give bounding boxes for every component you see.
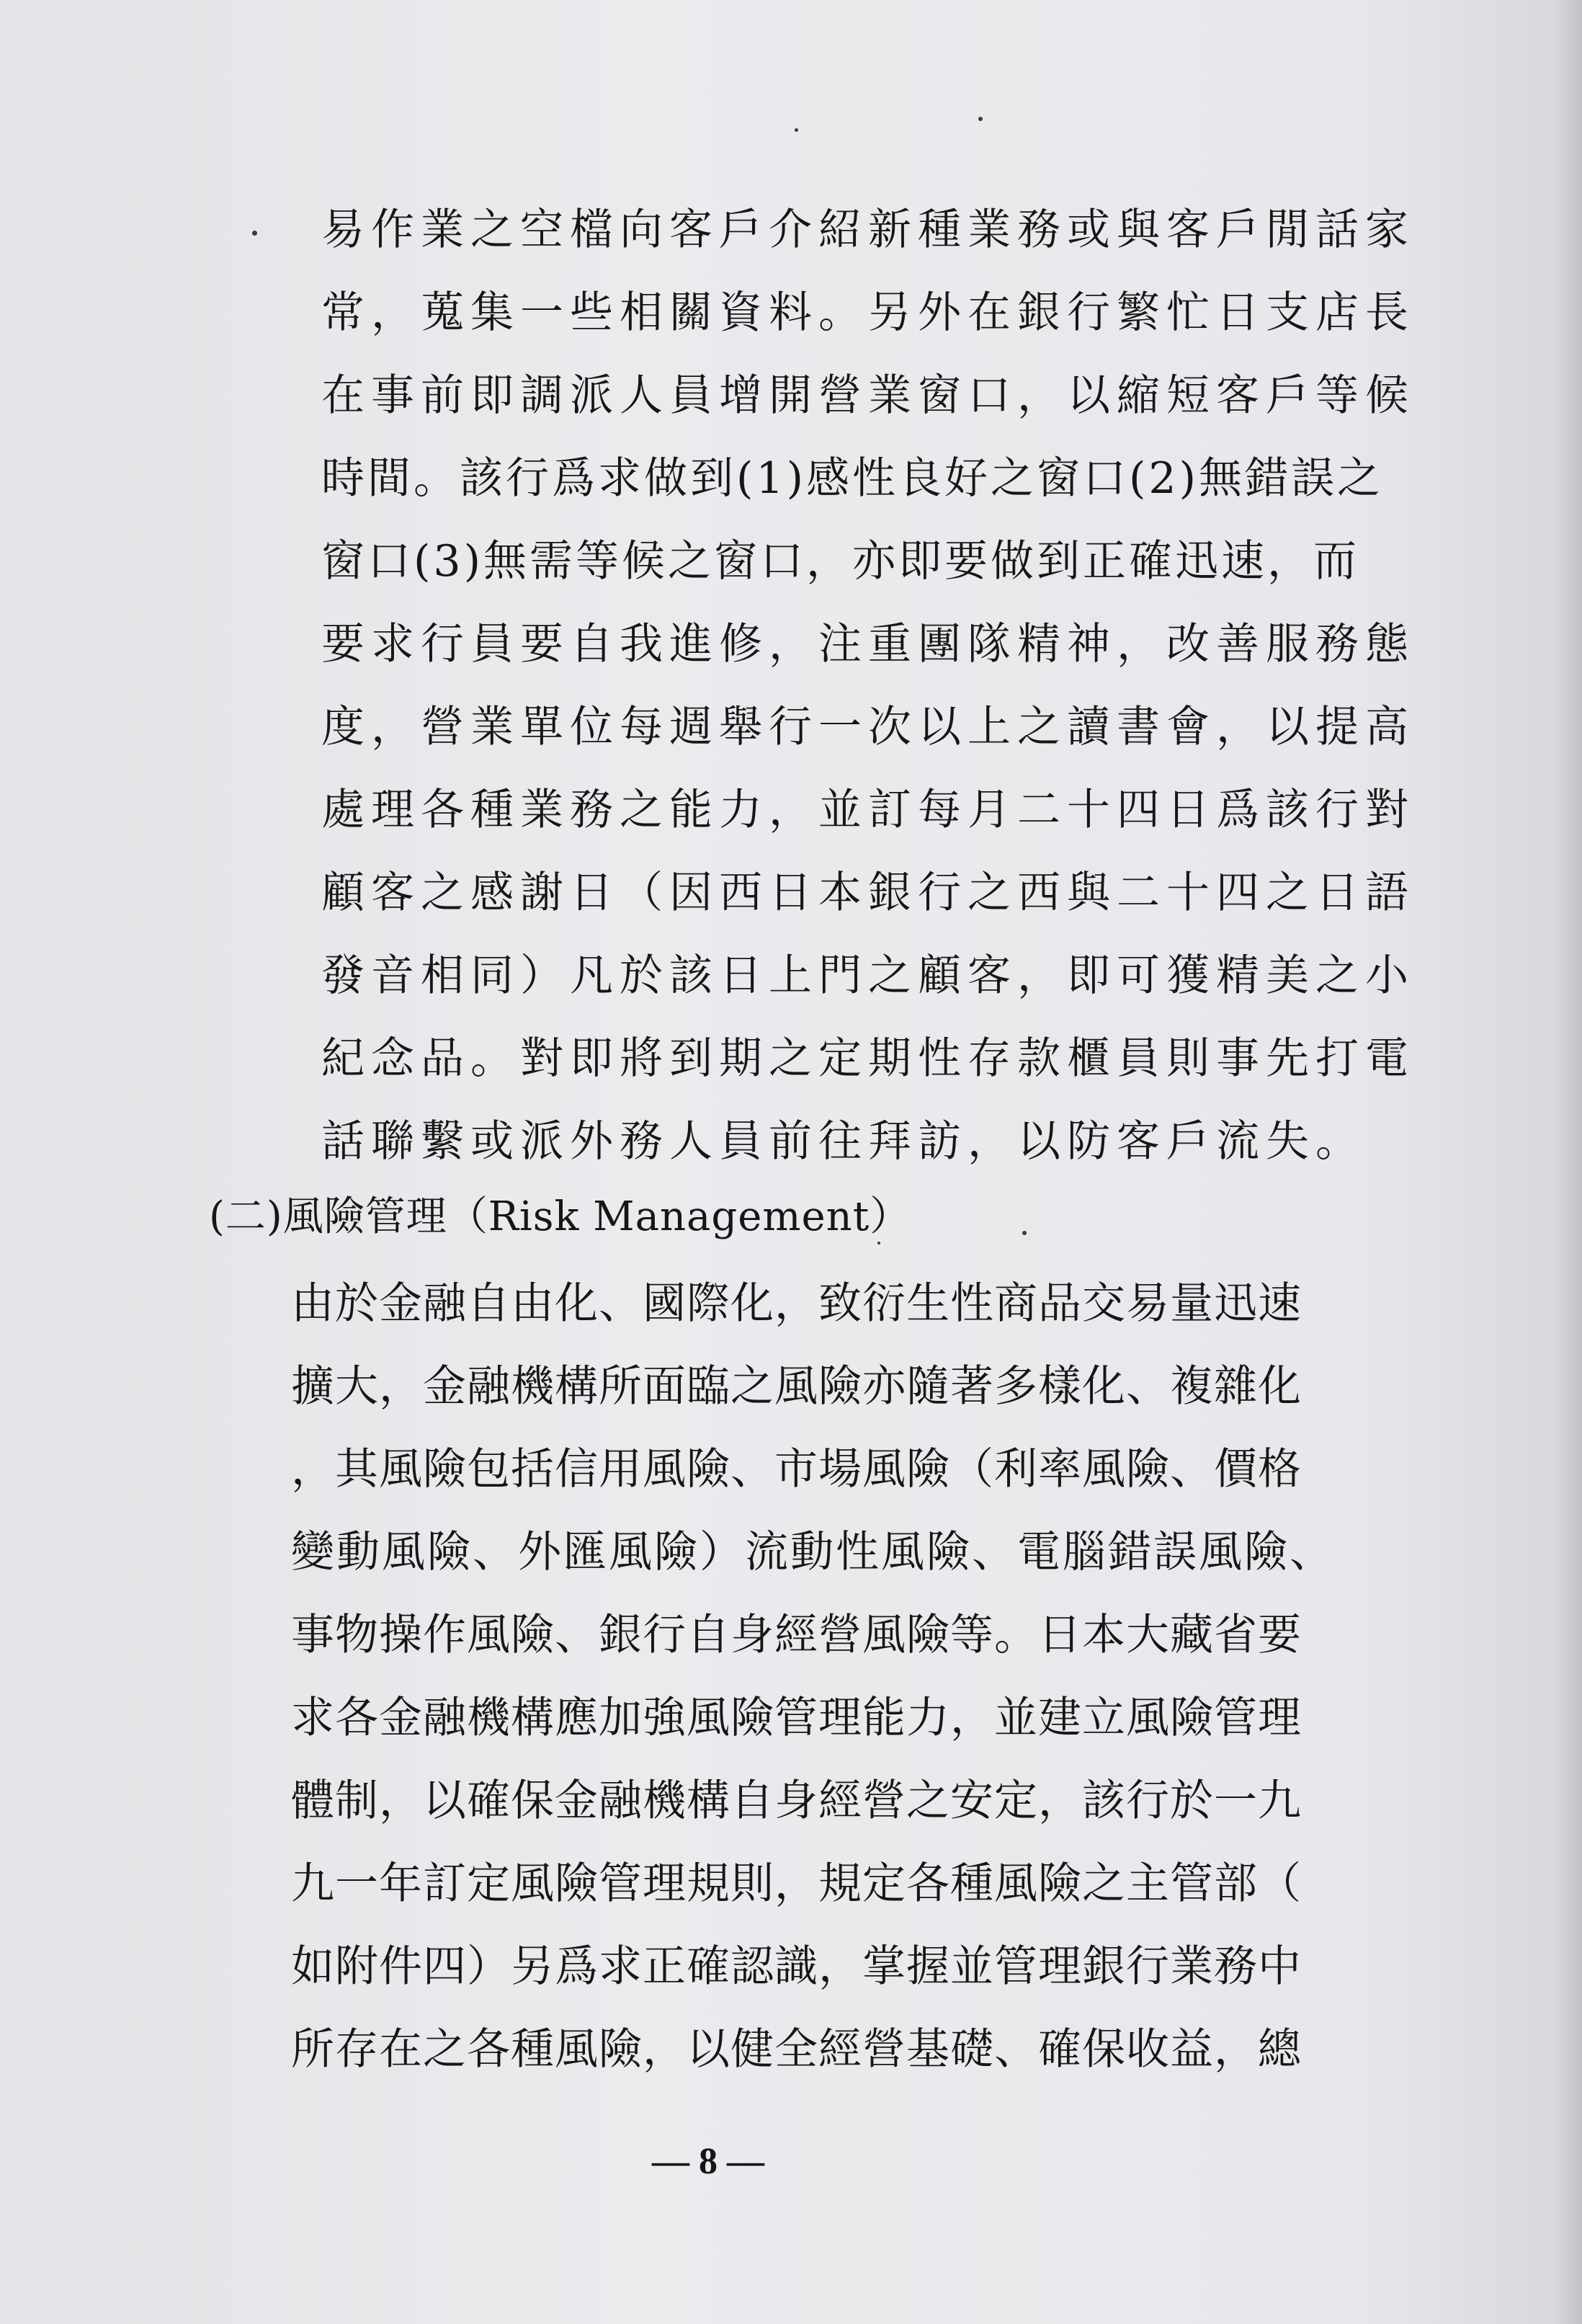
- paragraph-line: 顧客之感謝日（因西日本銀行之西與二十四之日語: [321, 868, 1415, 918]
- scan-speck: [795, 128, 798, 132]
- paragraph-line: 求各金融機構應加強風險管理能力，並建立風險管理: [291, 1693, 1302, 1743]
- paragraph-line: 紀念品。對即將到期之定期性存款櫃員則事先打電: [321, 1033, 1415, 1084]
- paragraph-line: 發音相同）凡於該日上門之顧客，即可獲精美之小: [321, 950, 1415, 1001]
- paragraph-line: 在事前即調派人員增開營業窗口，以縮短客戶等候: [321, 370, 1415, 421]
- paragraph-line: 要求行員要自我進修，注重團隊精神，改善服務態: [321, 619, 1415, 669]
- paragraph-line: 擴大，金融機構所面臨之風險亦隨著多樣化、複雜化: [291, 1361, 1302, 1412]
- scan-speck: [252, 231, 257, 236]
- section-heading: (二)風險管理（Risk Management）: [209, 1193, 911, 1240]
- paragraph-line: 度，營業單位每週舉行一次以上之讀書會，以提高: [321, 702, 1415, 752]
- scan-speck: [1022, 1231, 1027, 1235]
- paragraph-line: 處理各種業務之能力，並訂每月二十四日爲該行對: [321, 785, 1415, 835]
- paragraph-line: 事物操作風險、銀行自身經營風險等。日本大藏省要: [291, 1610, 1302, 1660]
- paragraph-line: 體制，以確保金融機構自身經營之安定，該行於一九: [291, 1776, 1302, 1826]
- paragraph-line: 所存在之各種風險，以健全經營基礎、確保收益，總: [291, 2024, 1302, 2075]
- page-edge-shadow: [1553, 0, 1582, 2324]
- paragraph-line: 窗口(3)無需等候之窗口，亦即要做到正確迅速，而: [321, 536, 1359, 587]
- paragraph-line: 時間。該行爲求做到(1)感性良好之窗口(2)無錯誤之: [321, 453, 1383, 504]
- paragraph-line: 變動風險、外匯風險）流動性風險、電腦錯誤風險、: [291, 1527, 1335, 1577]
- paragraph-line: ，其風險包括信用風險、市場風險（利率風險、價格: [291, 1444, 1302, 1495]
- paragraph-line: 易作業之空檔向客戶介紹新種業務或與客戶閒話家: [321, 205, 1415, 255]
- paragraph-line: 由於金融自由化、國際化，致衍生性商品交易量迅速: [291, 1278, 1302, 1329]
- paragraph-line: 九一年訂定風險管理規則，規定各種風險之主管部（: [291, 1858, 1302, 1909]
- paragraph-line: 話聯繫或派外務人員前往拜訪，以防客戶流失。: [321, 1116, 1365, 1167]
- page-number: — 8 —: [652, 2141, 764, 2182]
- scan-speck: [978, 117, 983, 121]
- paragraph-line: 常，蒐集一些相關資料。另外在銀行繁忙日支店長: [321, 288, 1415, 338]
- paragraph-line: 如附件四）另爲求正確認識，掌握並管理銀行業務中: [291, 1941, 1302, 1992]
